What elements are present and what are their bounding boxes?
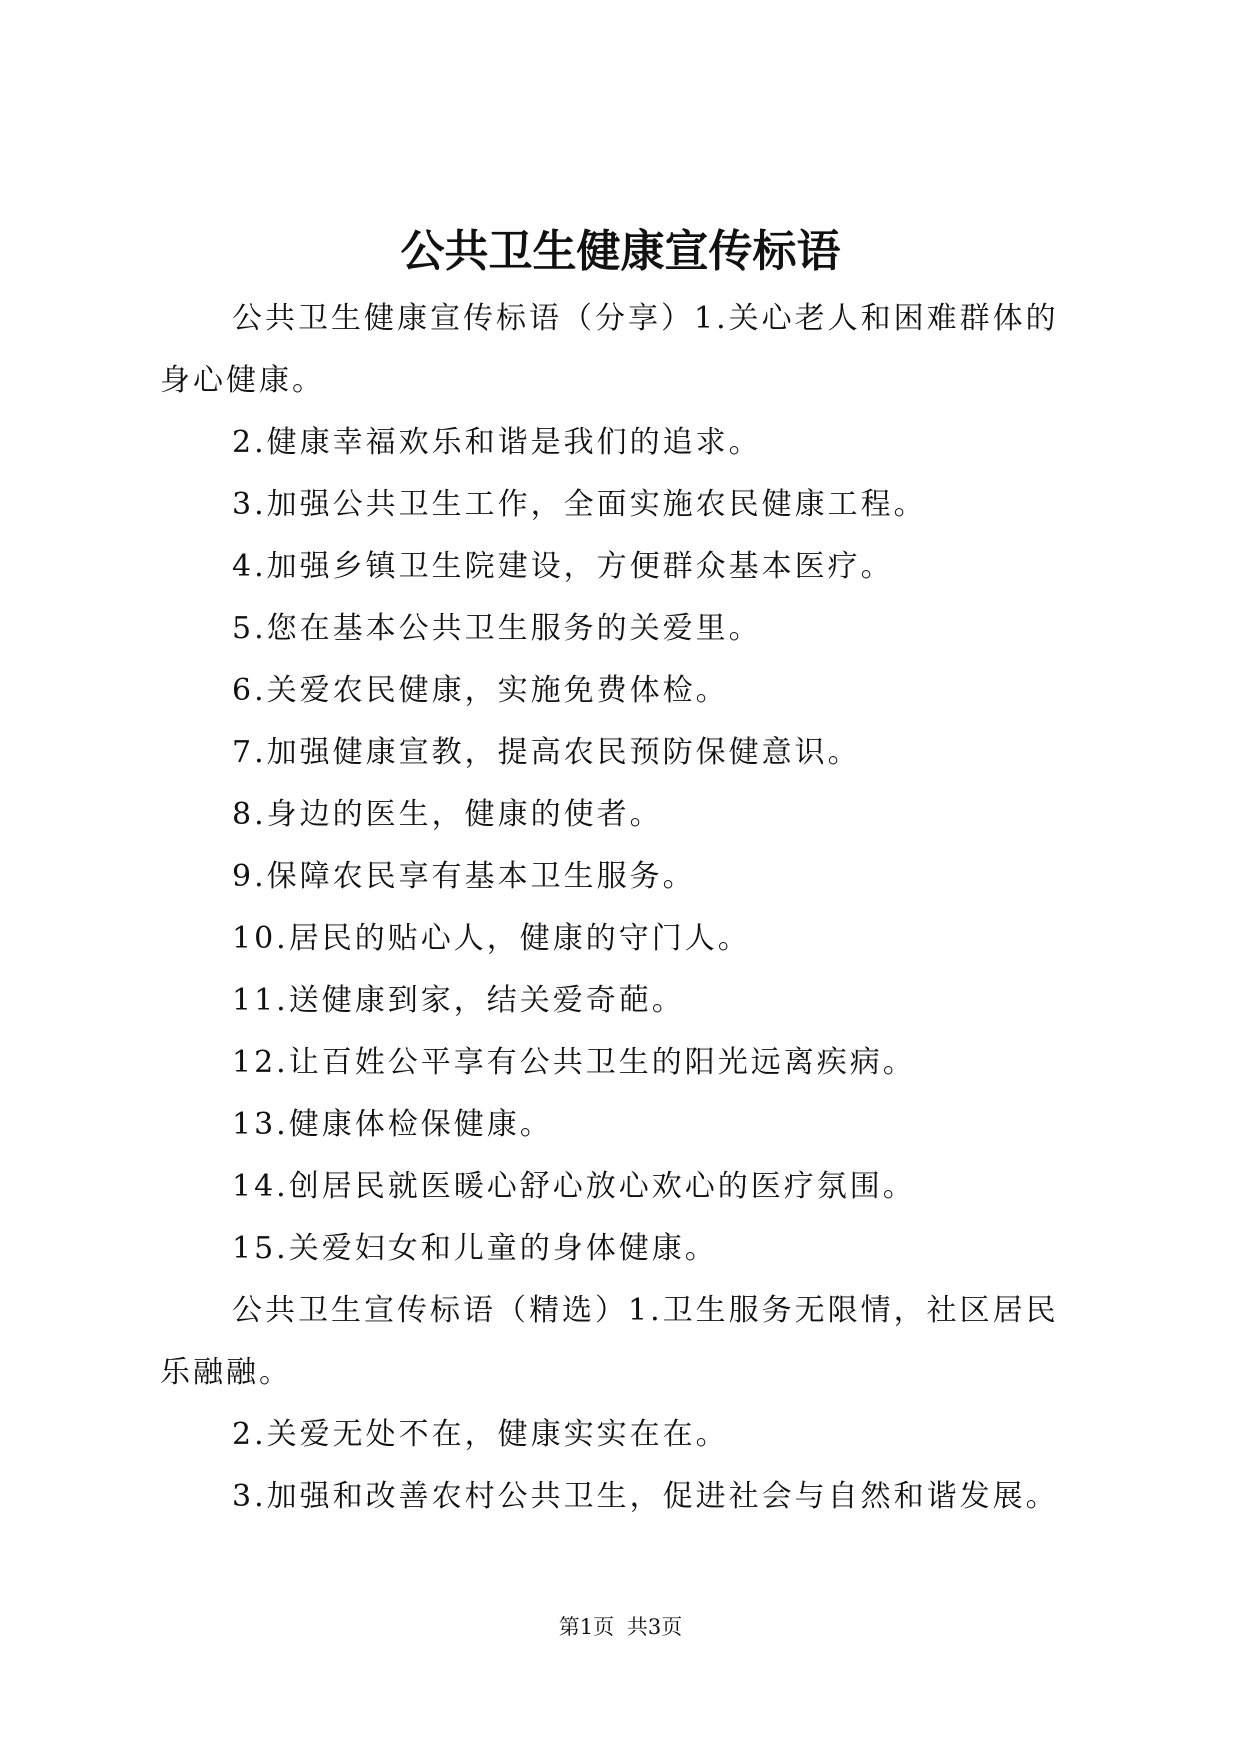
paragraph: 11.送健康到家，结关爱奇葩。 <box>232 983 685 1018</box>
paragraph: 3.加强公共卫生工作，全面实施农民健康工程。 <box>232 487 927 522</box>
page-number: 第1页 <box>558 1615 615 1639</box>
paragraph: 7.加强健康宣教，提高农民预防保健意识。 <box>232 735 861 770</box>
paragraph: 14.创居民就医暖心舒心放心欢心的医疗氛围。 <box>232 1169 916 1204</box>
paragraph: 6.关爱农民健康，实施免费体检。 <box>232 673 729 708</box>
paragraph: 公共卫生宣传标语（精选）1.卫生服务无限情，社区居民乐融融。 <box>160 1293 1059 1390</box>
paragraph: 13.健康体检保健康。 <box>232 1107 553 1142</box>
paragraph: 公共卫生健康宣传标语（分享）1.关心老人和困难群体的身心健康。 <box>160 301 1059 398</box>
paragraph: 4.加强乡镇卫生院建设，方便群众基本医疗。 <box>232 549 894 584</box>
paragraph: 2.健康幸福欢乐和谐是我们的追求。 <box>232 425 762 460</box>
page-footer <box>0 1612 1241 1642</box>
paragraph: 3.加强和改善农村公共卫生，促进社会与自然和谐发展。 <box>232 1479 1059 1514</box>
document-body <box>160 288 1080 1528</box>
paragraph: 2.关爱无处不在，健康实实在在。 <box>232 1417 729 1452</box>
page-total: 共3页 <box>626 1615 683 1639</box>
paragraph: 15.关爱妇女和儿童的身体健康。 <box>232 1231 718 1266</box>
paragraph: 10.居民的贴心人，健康的守门人。 <box>232 921 751 956</box>
paragraph: 9.保障农民享有基本卫生服务。 <box>232 859 696 894</box>
paragraph: 8.身边的医生，健康的使者。 <box>232 797 663 832</box>
document-title: 公共卫生健康宣传标语 <box>400 226 841 277</box>
paragraph: 5.您在基本公共卫生服务的关爱里。 <box>232 611 762 646</box>
paragraph: 12.让百姓公平享有公共卫生的阳光远离疾病。 <box>232 1045 916 1080</box>
